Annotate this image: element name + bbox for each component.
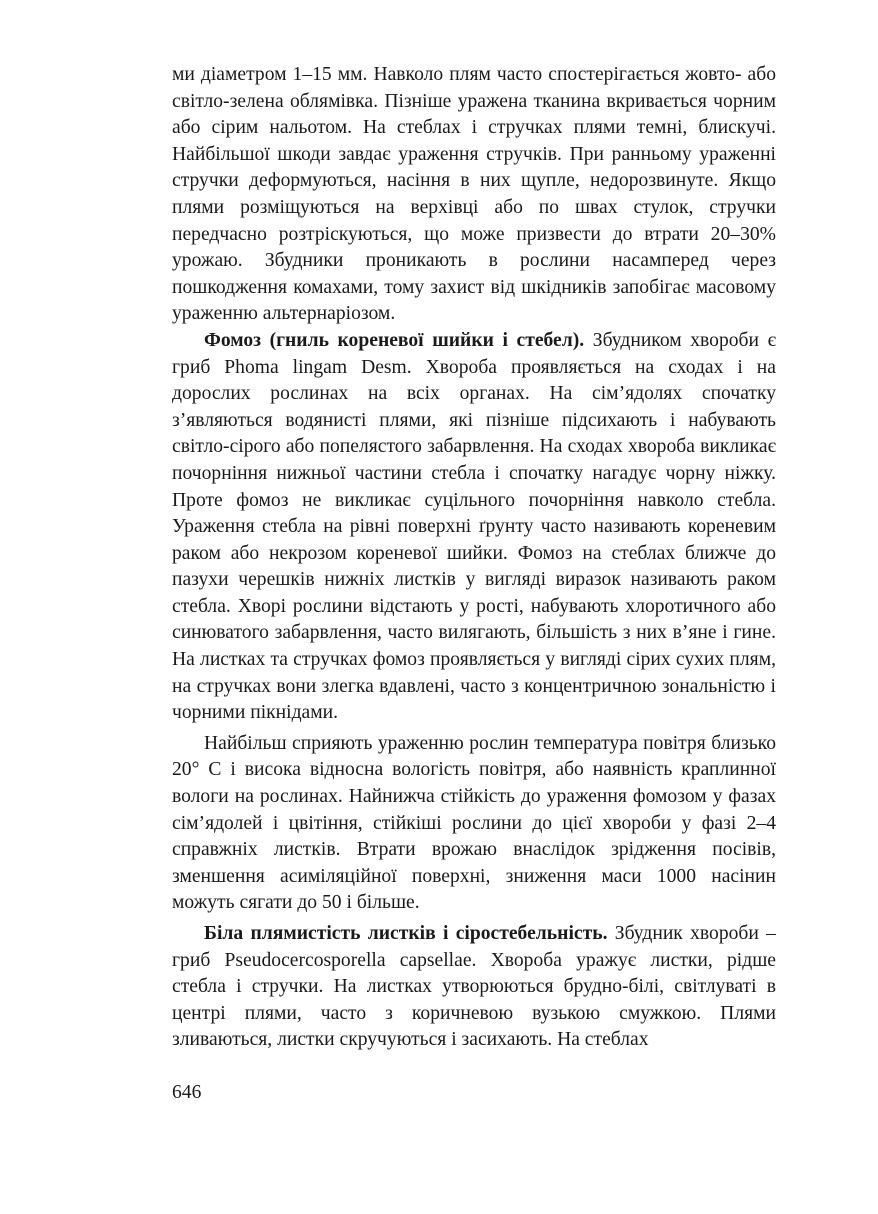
paragraph-white-spot xyxy=(172,921,776,1054)
page-number: 646 xyxy=(172,1082,202,1103)
paragraph-text: ми діаметром 1–15 мм. Навколо плям часто спостерігається жовто- або світло-зелена облямівка. Пізніше уражена тканина вкривається чорним або сірим нальотом. На стеблах і стручках плями темні, блискучі. Найбільшої шкоди завдає ураження стручків. При ранньому ураженні стручки деформуються, насіння в них щупле, недорозвинуте. Якщо плями розміщуються на верхівці або по швах стулок, стручки передчасно розтріскуються, що може призвести до втрати 20–30% урожаю. Збудники проникають в рослини насамперед через пошкодження комахами, тому захист від шкідників запобігає масовому ураженню альтернаріозом. xyxy=(172,64,776,325)
paragraph-alternariosis-end xyxy=(172,62,776,328)
paragraph-phoma-conditions xyxy=(172,731,776,917)
page-text-block xyxy=(172,62,776,1054)
section-heading-white-spot: Біла плямистість листків і сіростебельність. xyxy=(204,923,608,944)
paragraph-text: Збудником хвороби є гриб Phoma lingam Desm. Хвороба проявляється на сходах і на дорослих рослинах на всіх органах. На сім’ядолях спочатку з’являються водянисті плями, які пізніше підсихають і набувають світло-сірого або попелястого забарвлення. На сходах хвороба викликає почорніння нижньої частини стебла і спочатку нагадує чорну ніжку. Проте фомоз не викликає суцільного почорніння навколо стебла. Ураження стебла на рівні поверхні ґрунту часто називають кореневим раком або некрозом кореневої шийки. Фомоз на стеблах ближче до пазухи черешків нижніх листків у вигляді виразок називають раком стебла. Хворі рослини відстають у рості, набувають хлоротичного або синюватого забарвлення, часто вилягають, більшість з них в’яне і гине. На листках та стручках фомоз проявляється у вигляді сірих сухих плям, на стручках вони злегка вдавлені, часто з концентричною зональністю і чорними пікнідами. xyxy=(172,329,776,724)
section-heading-phoma: Фомоз (гниль кореневої шийки і стебел). xyxy=(204,329,585,351)
paragraph-text: Збудник хвороби – гриб Pseudocercosporella capsellae. Хвороба уражує листки, рідше стебла і стручки. На листках утворюються брудно-білі, світлуваті в центрі плями, часто з коричневою вузькою смужкою. Плями зливаються, листки скручуються і засихають. На стеблах xyxy=(172,923,776,1051)
paragraph-phoma xyxy=(172,328,776,727)
paragraph-text: Найбільш сприяють ураженню рослин температура повітря близько 20° С і висока відносна вологість повітря, або наявність краплинної вологи на рослинах. Найнижча стійкість до ураження фомозом у фазах сім’ядолей і цвітіння, стійкіші рослини до цієї хвороби у фазі 2–4 справжніх листків. Втрати врожаю внаслідок зрідження посівів, зменшення асиміляційної поверхні, зниження маси 1000 насінин можуть сягати до 50 і більше. xyxy=(172,732,776,914)
